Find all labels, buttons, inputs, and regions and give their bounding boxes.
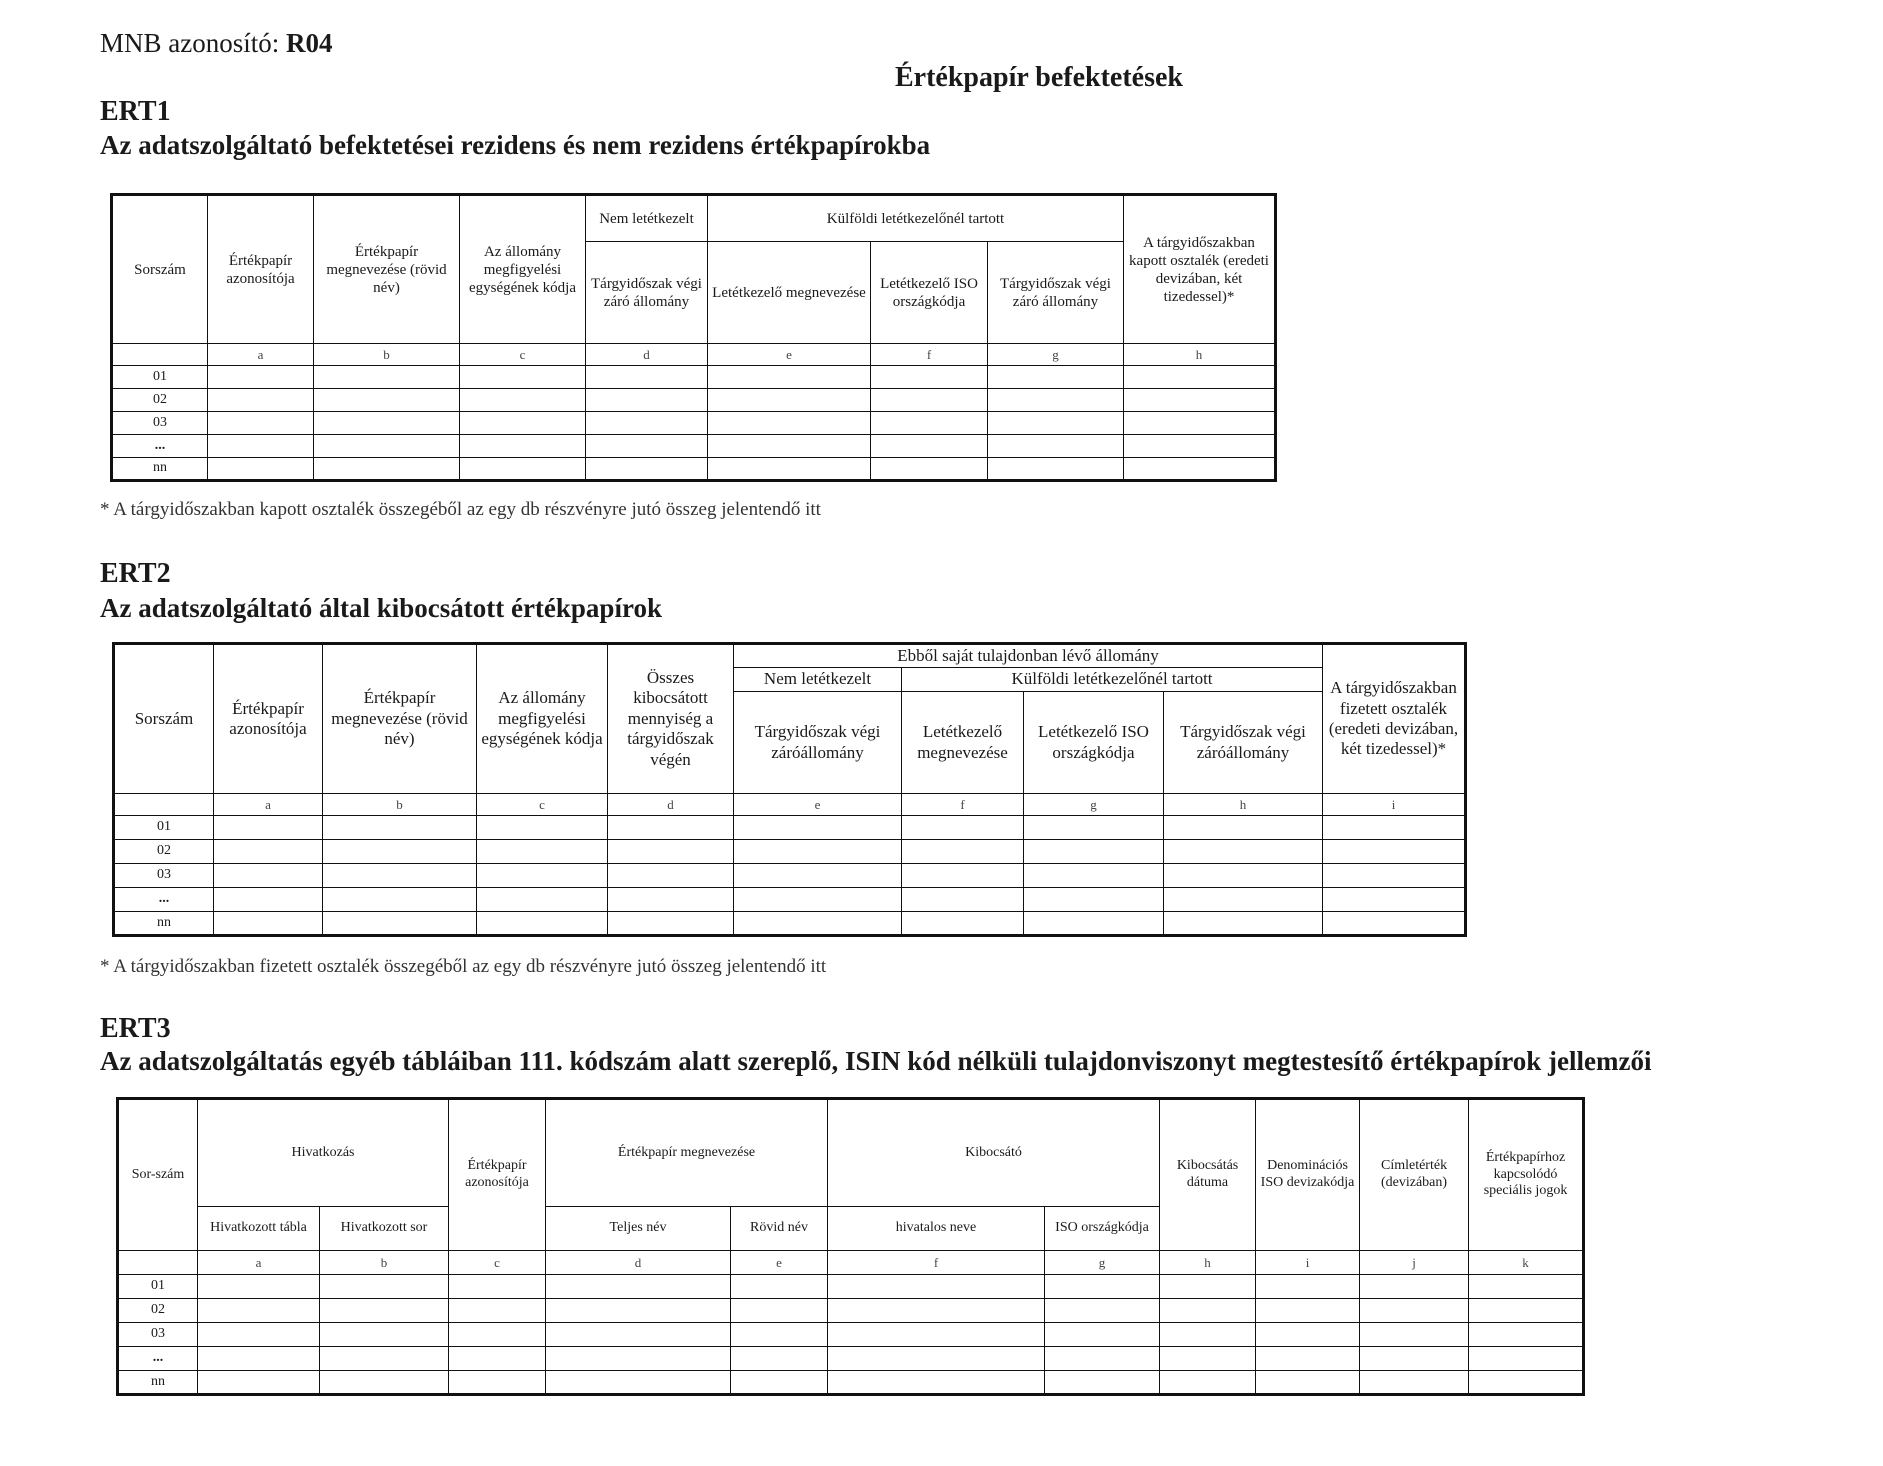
ert2-code: ERT2 — [100, 558, 171, 589]
ert3-header-datum: Kibocsátás dátuma — [1160, 1099, 1256, 1251]
ert2-footnote: * A tárgyidőszakban fizetett osztalék összegéből az egy db részvényre jutó összeg jelentendő itt — [100, 956, 827, 977]
ert3-title: Az adatszolgáltatás egyéb tábláiban 111. kódszám alatt szereplő, ISIN kód nélküli tulajdonviszonyt megtestesítő értékpapírok jellemzői — [100, 1046, 1652, 1076]
ert3-header-hiv-tabla: Hivatkozott tábla — [198, 1207, 320, 1251]
data-entry-cell[interactable] — [1469, 1347, 1584, 1371]
data-entry-cell[interactable] — [477, 864, 608, 888]
data-entry-cell[interactable] — [1323, 888, 1466, 912]
data-entry-cell[interactable] — [320, 1299, 449, 1323]
data-entry-cell[interactable] — [734, 888, 902, 912]
data-entry-cell[interactable] — [871, 412, 988, 435]
data-entry-cell[interactable] — [608, 864, 734, 888]
ert2-header-letetkezelo-iso: Letétkezelő ISO országkódja — [1024, 692, 1164, 794]
letter-cell: g — [1024, 794, 1164, 816]
ert3-header-sorszam: Sor-szám — [118, 1099, 198, 1251]
data-entry-cell[interactable] — [1124, 412, 1276, 435]
table-row — [114, 816, 1466, 840]
data-entry-cell[interactable] — [1160, 1299, 1256, 1323]
ert2-header-letetkezelo-nev: Letétkezelő megnevezése — [902, 692, 1024, 794]
data-entry-cell[interactable] — [1323, 864, 1466, 888]
data-entry-cell[interactable] — [1164, 888, 1323, 912]
data-entry-cell[interactable] — [608, 816, 734, 840]
letter-cell: g — [1045, 1251, 1160, 1275]
data-entry-cell[interactable] — [608, 888, 734, 912]
row-number: 01 — [118, 1275, 198, 1299]
data-entry-cell[interactable] — [828, 1275, 1045, 1299]
data-entry-cell[interactable] — [477, 840, 608, 864]
ert2-header-ebbol: Ebből saját tulajdonban lévő állomány — [734, 644, 1323, 668]
ert3-header-rovid-nev: Rövid név — [731, 1207, 828, 1251]
data-entry-cell[interactable] — [314, 366, 460, 389]
data-entry-cell[interactable] — [1024, 816, 1164, 840]
ert2-header-osszes: Összes kibocsátott mennyiség a tárgyidőszak végén — [608, 644, 734, 794]
table-row — [112, 412, 1276, 435]
data-entry-cell[interactable] — [828, 1347, 1045, 1371]
data-entry-cell[interactable] — [198, 1275, 320, 1299]
data-entry-cell[interactable] — [1124, 366, 1276, 389]
data-entry-cell[interactable] — [546, 1323, 731, 1347]
data-entry-cell[interactable] — [323, 864, 477, 888]
data-entry-cell[interactable] — [546, 1347, 731, 1371]
ert1-letter-row — [112, 344, 1276, 366]
ert3-header-hiv-sor: Hivatkozott sor — [320, 1207, 449, 1251]
data-entry-cell[interactable] — [1164, 816, 1323, 840]
data-entry-cell[interactable] — [608, 840, 734, 864]
ert1-header-nem-letetkezelt: Nem letétkezelt — [586, 195, 708, 242]
table-row — [112, 435, 1276, 458]
data-entry-cell[interactable] — [198, 1299, 320, 1323]
letter-cell: j — [1360, 1251, 1469, 1275]
data-entry-cell[interactable] — [214, 888, 323, 912]
data-entry-cell[interactable] — [320, 1275, 449, 1299]
letter-cell: e — [734, 794, 902, 816]
data-entry-cell[interactable] — [586, 412, 708, 435]
data-entry-cell[interactable] — [1024, 912, 1164, 936]
data-entry-cell[interactable] — [449, 1371, 546, 1395]
ert3-table — [116, 1097, 1585, 1396]
data-entry-cell[interactable] — [314, 412, 460, 435]
ert2-header-sorszam: Sorszám — [114, 644, 214, 794]
row-number: ... — [118, 1347, 198, 1371]
letter-cell: b — [314, 344, 460, 366]
data-entry-cell[interactable] — [1323, 840, 1466, 864]
data-entry-cell[interactable] — [871, 389, 988, 412]
data-entry-cell[interactable] — [902, 864, 1024, 888]
data-entry-cell[interactable] — [988, 389, 1124, 412]
data-entry-cell[interactable] — [198, 1347, 320, 1371]
ert2-header-zaro-allomany-2: Tárgyidőszak végi záróállomány — [1164, 692, 1323, 794]
data-entry-cell[interactable] — [1164, 864, 1323, 888]
data-entry-cell[interactable] — [449, 1347, 546, 1371]
data-entry-cell[interactable] — [828, 1371, 1045, 1395]
data-entry-cell[interactable] — [1256, 1323, 1360, 1347]
letter-cell: b — [323, 794, 477, 816]
data-entry-cell[interactable] — [828, 1299, 1045, 1323]
data-entry-cell[interactable] — [1164, 840, 1323, 864]
data-entry-cell[interactable] — [1323, 912, 1466, 936]
data-entry-cell[interactable] — [708, 366, 871, 389]
ert2-header-kod: Az állomány megfigyelési egységének kódja — [477, 644, 608, 794]
data-entry-cell[interactable] — [708, 458, 871, 481]
row-number: 03 — [112, 412, 208, 435]
data-entry-cell[interactable] — [546, 1299, 731, 1323]
data-entry-cell[interactable] — [828, 1323, 1045, 1347]
data-entry-cell[interactable] — [198, 1371, 320, 1395]
data-entry-cell[interactable] — [208, 412, 314, 435]
ert3-header-cimletertek: Címletérték (devizában) — [1360, 1099, 1469, 1251]
row-number: 01 — [112, 366, 208, 389]
letter-cell: f — [902, 794, 1024, 816]
row-number: 03 — [118, 1323, 198, 1347]
letter-cell: f — [871, 344, 988, 366]
data-entry-cell[interactable] — [460, 366, 586, 389]
data-entry-cell[interactable] — [1360, 1299, 1469, 1323]
data-entry-cell[interactable] — [1160, 1275, 1256, 1299]
data-entry-cell[interactable] — [477, 816, 608, 840]
letter-cell: a — [198, 1251, 320, 1275]
ert1-header-zaro-allomany: Tárgyidőszak végi záró állomány — [586, 242, 708, 344]
data-entry-cell[interactable] — [320, 1323, 449, 1347]
data-entry-cell[interactable] — [320, 1371, 449, 1395]
data-entry-cell[interactable] — [586, 389, 708, 412]
mnb-identifier — [100, 28, 333, 59]
data-entry-cell[interactable] — [1469, 1299, 1584, 1323]
data-entry-cell[interactable] — [1124, 435, 1276, 458]
ert1-code: ERT1 — [100, 96, 171, 127]
data-entry-cell[interactable] — [871, 435, 988, 458]
data-entry-cell[interactable] — [734, 840, 902, 864]
data-entry-cell[interactable] — [323, 912, 477, 936]
data-entry-cell[interactable] — [449, 1323, 546, 1347]
ert2-header-nem-letetkezelt: Nem letétkezelt — [734, 668, 902, 692]
letter-cell: c — [477, 794, 608, 816]
data-entry-cell[interactable] — [320, 1347, 449, 1371]
data-entry-cell[interactable] — [731, 1347, 828, 1371]
ert1-footnote: * A tárgyidőszakban kapott osztalék összegéből az egy db részvényre jutó összeg jelentendő itt — [100, 499, 821, 520]
data-entry-cell[interactable] — [1360, 1347, 1469, 1371]
ert3-header-kibocsato: Kibocsátó — [828, 1099, 1160, 1207]
ert1-header-zaro-allomany-2: Tárgyidőszak végi záró állomány — [988, 242, 1124, 344]
data-entry-cell[interactable] — [734, 912, 902, 936]
data-entry-cell[interactable] — [1323, 816, 1466, 840]
data-entry-cell[interactable] — [871, 458, 988, 481]
row-number: nn — [114, 912, 214, 936]
data-entry-cell[interactable] — [1256, 1275, 1360, 1299]
ert2-header-zaro-allomany: Tárgyidőszak végi záróállomány — [734, 692, 902, 794]
letter-cell: c — [460, 344, 586, 366]
ert1-title: Az adatszolgáltató befektetései rezidens és nem rezidens értékpapírokba — [100, 130, 931, 160]
data-entry-cell[interactable] — [586, 435, 708, 458]
ert3-code: ERT3 — [100, 1013, 171, 1044]
data-entry-cell[interactable] — [902, 816, 1024, 840]
letter-cell: d — [546, 1251, 731, 1275]
data-entry-cell[interactable] — [1160, 1347, 1256, 1371]
data-entry-cell[interactable] — [314, 458, 460, 481]
ert2-letter-row — [114, 794, 1466, 816]
row-number: 02 — [118, 1299, 198, 1323]
data-entry-cell[interactable] — [1045, 1299, 1160, 1323]
ert1-header-osztalek: A tárgyidőszakban kapott osztalék (eredeti devizában, két tizedessel)* — [1124, 195, 1276, 344]
letter-cell: a — [208, 344, 314, 366]
letter-cell: f — [828, 1251, 1045, 1275]
table-row — [118, 1323, 1584, 1347]
letter-cell: c — [449, 1251, 546, 1275]
data-entry-cell[interactable] — [449, 1299, 546, 1323]
data-entry-cell[interactable] — [1160, 1323, 1256, 1347]
ert1-header-letetkezelo-iso: Letétkezelő ISO országkódja — [871, 242, 988, 344]
data-entry-cell[interactable] — [214, 912, 323, 936]
data-entry-cell[interactable] — [477, 912, 608, 936]
data-entry-cell[interactable] — [1124, 458, 1276, 481]
data-entry-cell[interactable] — [731, 1323, 828, 1347]
letter-cell: e — [731, 1251, 828, 1275]
letter-cell: e — [708, 344, 871, 366]
data-entry-cell[interactable] — [608, 912, 734, 936]
data-entry-cell[interactable] — [1256, 1299, 1360, 1323]
data-entry-cell[interactable] — [546, 1275, 731, 1299]
letter-cell: h — [1164, 794, 1323, 816]
ert2-header-kulfoldi: Külföldi letétkezelőnél tartott — [902, 668, 1323, 692]
document-title: Értékpapír befektetések — [895, 62, 1183, 93]
row-number: 01 — [114, 816, 214, 840]
ert1-header-kod: Az állomány megfigyelési egységének kódja — [460, 195, 586, 344]
letter-cell: a — [214, 794, 323, 816]
data-entry-cell[interactable] — [1045, 1275, 1160, 1299]
data-entry-cell[interactable] — [1024, 840, 1164, 864]
row-number: 02 — [114, 840, 214, 864]
ert2-title: Az adatszolgáltató által kibocsátott értékpapírok — [100, 593, 662, 623]
data-entry-cell[interactable] — [1360, 1323, 1469, 1347]
data-entry-cell[interactable] — [586, 458, 708, 481]
data-entry-cell[interactable] — [708, 412, 871, 435]
letter-cell: k — [1469, 1251, 1584, 1275]
letter-cell: d — [608, 794, 734, 816]
data-entry-cell[interactable] — [988, 458, 1124, 481]
table-row — [118, 1299, 1584, 1323]
table-row — [118, 1347, 1584, 1371]
data-entry-cell[interactable] — [323, 816, 477, 840]
data-entry-cell[interactable] — [902, 912, 1024, 936]
ert1-header-megnevezes: Értékpapír megnevezése (rövid név) — [314, 195, 460, 344]
ert3-header-hivatalos-nev: hivatalos neve — [828, 1207, 1045, 1251]
data-entry-cell[interactable] — [988, 366, 1124, 389]
ert2-header-osztalek: A tárgyidőszakban fizetett osztalék (eredeti devizában, két tizedessel)* — [1323, 644, 1466, 794]
data-entry-cell[interactable] — [731, 1275, 828, 1299]
mnb-label: MNB azonosító: — [100, 28, 280, 58]
row-number: ... — [112, 435, 208, 458]
data-entry-cell[interactable] — [1360, 1275, 1469, 1299]
data-entry-cell[interactable] — [1045, 1347, 1160, 1371]
ert2-header-azonosito: Értékpapír azonosítója — [214, 644, 323, 794]
data-entry-cell[interactable] — [1469, 1275, 1584, 1299]
data-entry-cell[interactable] — [1164, 912, 1323, 936]
data-entry-cell[interactable] — [460, 412, 586, 435]
data-entry-cell[interactable] — [1045, 1323, 1160, 1347]
table-row — [114, 888, 1466, 912]
data-entry-cell[interactable] — [214, 816, 323, 840]
data-entry-cell[interactable] — [902, 840, 1024, 864]
ert3-header-deviza: Denominációs ISO devizakódja — [1256, 1099, 1360, 1251]
row-number: nn — [112, 458, 208, 481]
table-row — [114, 864, 1466, 888]
row-number: ... — [114, 888, 214, 912]
table-row — [114, 912, 1466, 936]
data-entry-cell[interactable] — [1160, 1371, 1256, 1395]
data-entry-cell[interactable] — [1360, 1371, 1469, 1395]
data-entry-cell[interactable] — [208, 458, 314, 481]
data-entry-cell[interactable] — [708, 389, 871, 412]
ert1-table — [110, 193, 1277, 482]
data-entry-cell[interactable] — [208, 389, 314, 412]
ert3-header-megnevezes: Értékpapír megnevezése — [546, 1099, 828, 1207]
table-row — [112, 389, 1276, 412]
letter-cell: i — [1256, 1251, 1360, 1275]
data-entry-cell[interactable] — [586, 366, 708, 389]
data-entry-cell[interactable] — [988, 435, 1124, 458]
ert3-header-teljes-nev: Teljes név — [546, 1207, 731, 1251]
data-entry-cell[interactable] — [1024, 864, 1164, 888]
data-entry-cell[interactable] — [902, 888, 1024, 912]
data-entry-cell[interactable] — [1045, 1371, 1160, 1395]
letter-cell — [112, 344, 208, 366]
data-entry-cell[interactable] — [731, 1299, 828, 1323]
data-entry-cell[interactable] — [208, 435, 314, 458]
data-entry-cell[interactable] — [708, 435, 871, 458]
data-entry-cell[interactable] — [1256, 1371, 1360, 1395]
letter-cell: h — [1124, 344, 1276, 366]
ert1-header-sorszam: Sorszám — [112, 195, 208, 344]
ert1-header-azonosito: Értékpapír azonosítója — [208, 195, 314, 344]
table-row — [118, 1275, 1584, 1299]
data-entry-cell[interactable] — [314, 435, 460, 458]
mnb-code: R04 — [286, 28, 333, 58]
data-entry-cell[interactable] — [460, 389, 586, 412]
data-entry-cell[interactable] — [460, 435, 586, 458]
data-entry-cell[interactable] — [1256, 1347, 1360, 1371]
data-entry-cell[interactable] — [731, 1371, 828, 1395]
table-row — [112, 458, 1276, 481]
letter-cell: d — [586, 344, 708, 366]
ert3-header-jogok: Értékpapírhoz kapcsolódó speciális jogok — [1469, 1099, 1584, 1251]
row-number: nn — [118, 1371, 198, 1395]
data-entry-cell[interactable] — [208, 366, 314, 389]
row-number: 03 — [114, 864, 214, 888]
letter-cell: b — [320, 1251, 449, 1275]
table-row — [112, 366, 1276, 389]
data-entry-cell[interactable] — [546, 1371, 731, 1395]
ert2-header-megnevezes: Értékpapír megnevezése (rövid név) — [323, 644, 477, 794]
data-entry-cell[interactable] — [323, 840, 477, 864]
data-entry-cell[interactable] — [449, 1275, 546, 1299]
ert3-header-hivatkozas: Hivatkozás — [198, 1099, 449, 1207]
data-entry-cell[interactable] — [460, 458, 586, 481]
table-row — [118, 1371, 1584, 1395]
letter-cell — [114, 794, 214, 816]
ert1-header-kulfoldi: Külföldi letétkezelőnél tartott — [708, 195, 1124, 242]
data-entry-cell[interactable] — [198, 1323, 320, 1347]
ert3-letter-row — [118, 1251, 1584, 1275]
ert3-header-iso-orszag: ISO országkódja — [1045, 1207, 1160, 1251]
row-number: 02 — [112, 389, 208, 412]
data-entry-cell[interactable] — [734, 816, 902, 840]
data-entry-cell[interactable] — [214, 864, 323, 888]
data-entry-cell[interactable] — [1024, 888, 1164, 912]
ert3-header-azonosito: Értékpapír azonosítója — [449, 1099, 546, 1251]
letter-cell: h — [1160, 1251, 1256, 1275]
letter-cell — [118, 1251, 198, 1275]
data-entry-cell[interactable] — [214, 840, 323, 864]
data-entry-cell[interactable] — [1124, 389, 1276, 412]
ert2-table — [112, 642, 1467, 937]
table-row — [114, 840, 1466, 864]
data-entry-cell[interactable] — [477, 888, 608, 912]
data-entry-cell[interactable] — [871, 366, 988, 389]
ert1-header-letetkezelo-nev: Letétkezelő megnevezése — [708, 242, 871, 344]
data-entry-cell[interactable] — [1469, 1371, 1584, 1395]
data-entry-cell[interactable] — [1469, 1323, 1584, 1347]
letter-cell: i — [1323, 794, 1466, 816]
data-entry-cell[interactable] — [734, 864, 902, 888]
data-entry-cell[interactable] — [323, 888, 477, 912]
letter-cell: g — [988, 344, 1124, 366]
data-entry-cell[interactable] — [314, 389, 460, 412]
data-entry-cell[interactable] — [988, 412, 1124, 435]
